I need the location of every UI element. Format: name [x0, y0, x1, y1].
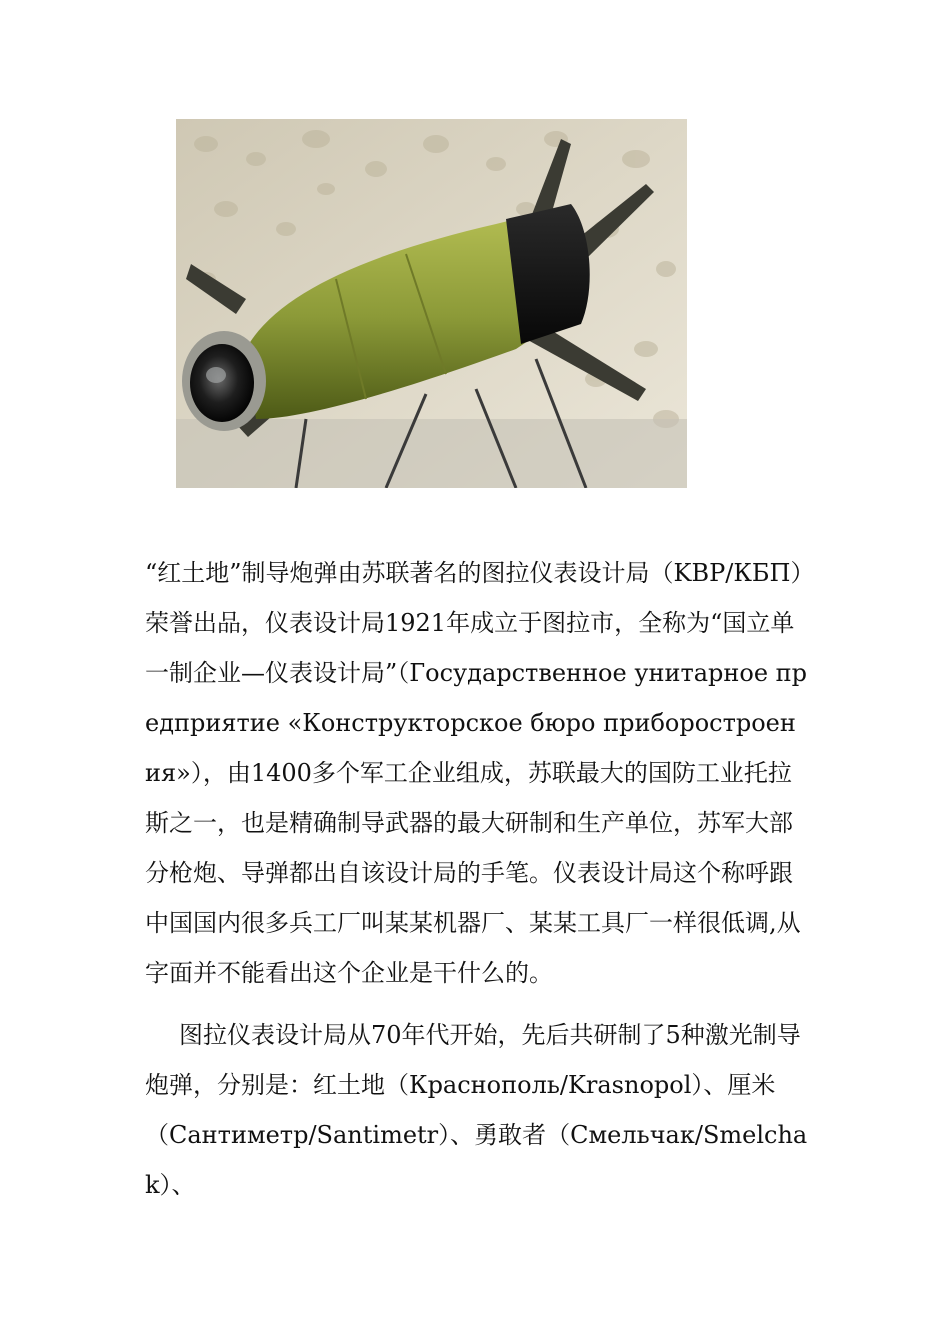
- missile-photo: [176, 119, 687, 488]
- missile-illustration: [176, 119, 687, 488]
- lens-highlight: [206, 367, 226, 383]
- article-text: [145, 548, 810, 1210]
- paragraph-1: “红土地”制导炮弹由苏联著名的图拉仪表设计局（KBP/КБП）荣誉出品，仪表设计局1921年成立于图拉市，全称为“国立单一制企业—仪表设计局”（Государственное унитарное предприятие «Конструкторское бюро приборостроения»），由1400多个军工企业组成，苏联最大的国防工业托拉斯之一，也是精确制导武器的最大研制和生产单位，苏军大部分枪炮、导弹都出自该设计局的手笔。仪表设计局这个称呼跟中国国内很多兵工厂叫某某机器厂、某某工具厂一样很低调,从字面并不能看出这个企业是干什么的。: [145, 559, 808, 987]
- paragraph-2: 图拉仪表设计局从70年代开始，先后共研制了5种激光制导炮弹，分别是：红土地（Краснополь/Krasnopol）、厘米（Сантиметр/Santimetr）、勇敢者（Смельчак/Smelchak）、: [145, 1021, 808, 1199]
- missile-tail: [506, 204, 590, 344]
- seeker-lens: [190, 344, 254, 422]
